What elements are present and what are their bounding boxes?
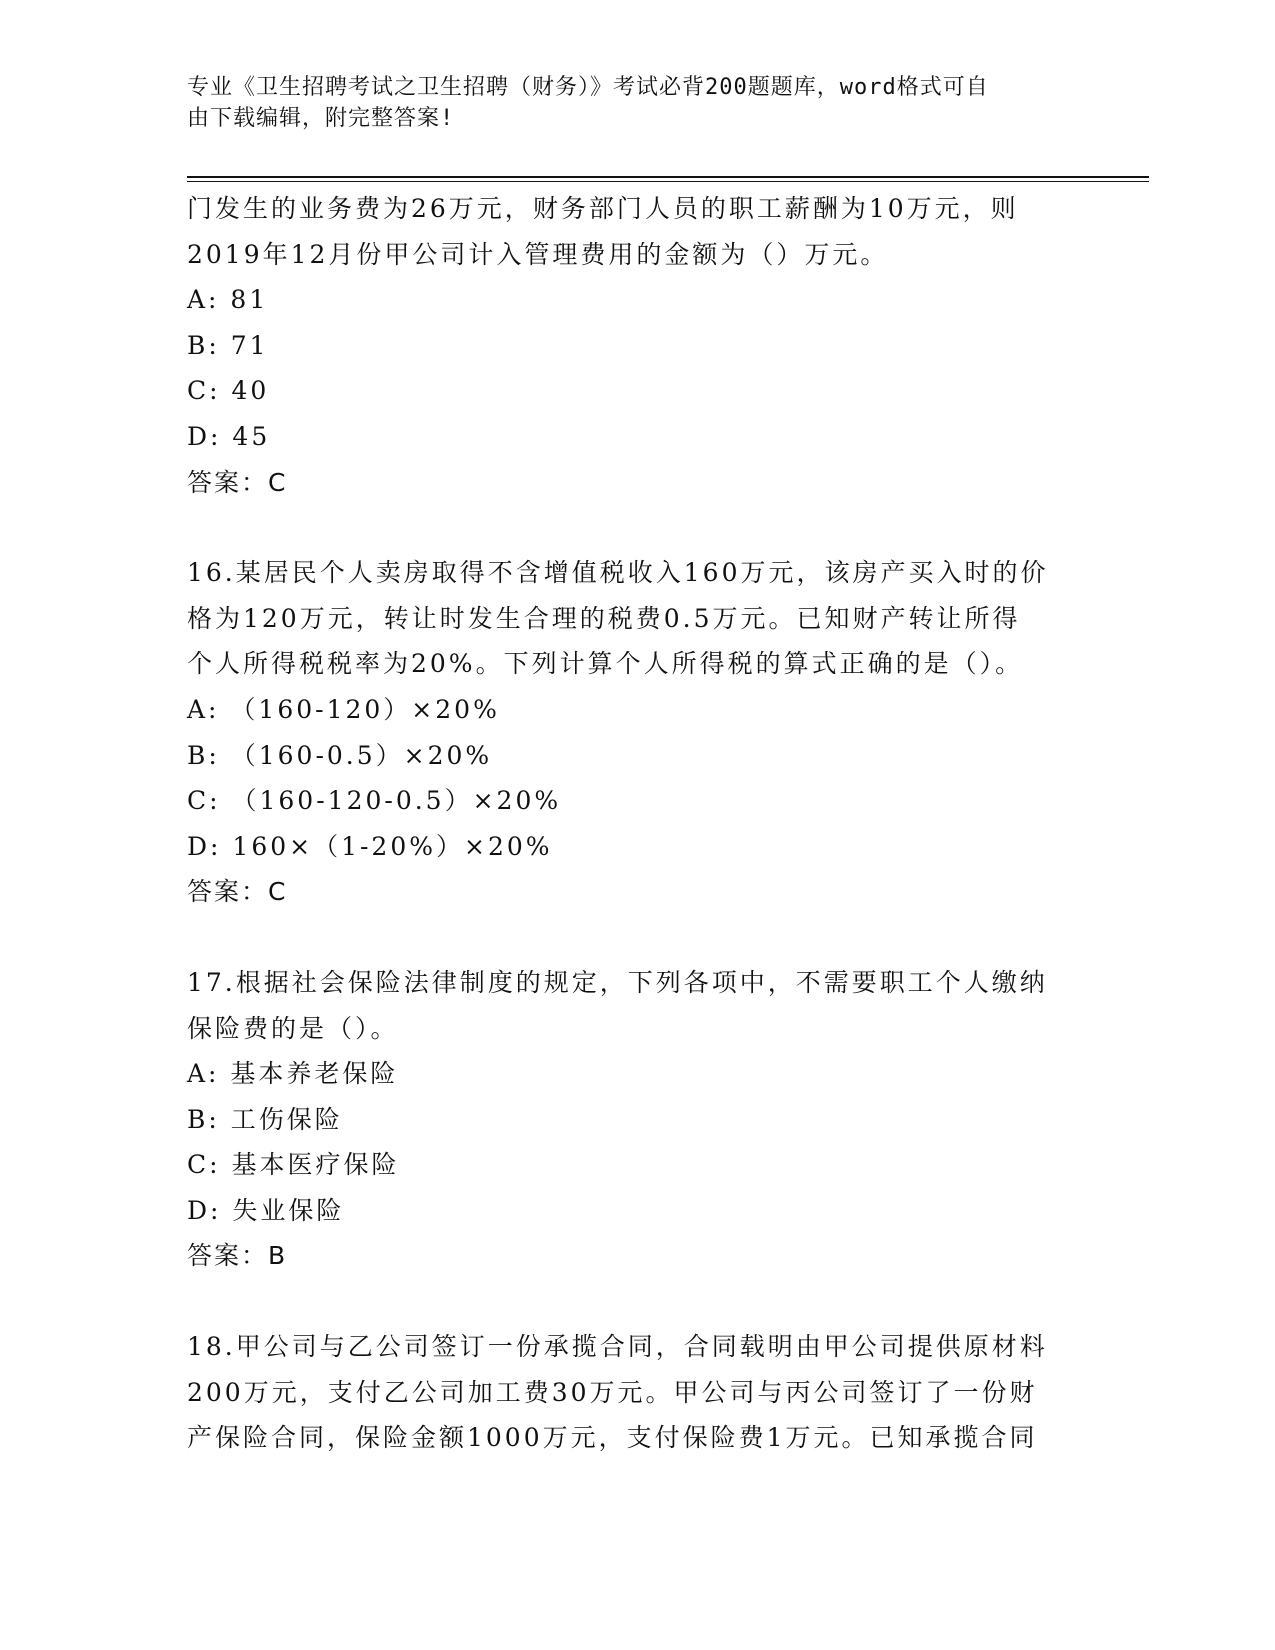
document-body [187,186,1107,1461]
answer-line: 答案：C [187,877,288,907]
option-d: D: 失业保险 [187,1195,345,1225]
header-line-2: 由下载编辑，附完整答案! [187,106,455,131]
question-stem-line: 个人所得税税率为20%。下列计算个人所得税的算式正确的是（）。 [187,649,1024,679]
question-stem-line: 200万元，支付乙公司加工费30万元。甲公司与丙公司签订了一份财 [187,1377,1038,1407]
option-b: B: （160-0.5）×20% [187,740,493,770]
option-c: C: 40 [187,376,270,406]
question-stem-line: 16.某居民个人卖房取得不含增值税收入160万元，该房产买入时的价 [187,558,1049,588]
option-a: A: （160-120）×20% [187,694,500,724]
question-stem-line: 18.甲公司与乙公司签订一份承揽合同，合同载明由甲公司提供原材料 [187,1332,1048,1362]
header-rule-thin [187,181,1149,182]
question-stem-line: 17.根据社会保险法律制度的规定，下列各项中，不需要职工个人缴纳 [187,967,1048,997]
question-16 [187,550,1107,915]
question-stem-line: 门发生的业务费为26万元，财务部门人员的职工薪酬为10万元，则 [187,194,1019,223]
question-stem-line: 产保险合同，保险金额1000万元，支付保险费1万元。已知承揽合同 [187,1423,1038,1453]
answer-line: 答案：B [187,1241,288,1271]
option-a: A: 基本养老保险 [187,1059,399,1089]
question-stem-line: 2019年12月份甲公司计入管理费用的金额为（）万元。 [187,239,889,269]
document-header [187,72,1067,134]
answer-line: 答案：C [187,467,288,497]
option-c: C: 基本医疗保险 [187,1150,400,1180]
question-17 [187,960,1107,1279]
option-b: B: 工伤保险 [187,1104,343,1134]
question-stem-line: 格为120万元，转让时发生合理的税费0.5万元。已知财产转让所得 [187,603,1021,633]
header-rule-thick [187,176,1149,178]
option-d: D: 45 [187,421,271,451]
option-b: B: 71 [187,330,269,360]
header-line-1: 专业《卫生招聘考试之卫生招聘（财务）》考试必背200题题库，word格式可自 [187,75,989,100]
option-a: A: 81 [187,285,269,315]
option-d: D: 160×（1-20%）×20% [187,831,553,861]
question-stem-line: 保险费的是（）。 [187,1013,399,1043]
question-15 [187,186,1107,505]
question-18 [187,1324,1107,1461]
option-c: C: （160-120-0.5）×20% [187,786,562,816]
